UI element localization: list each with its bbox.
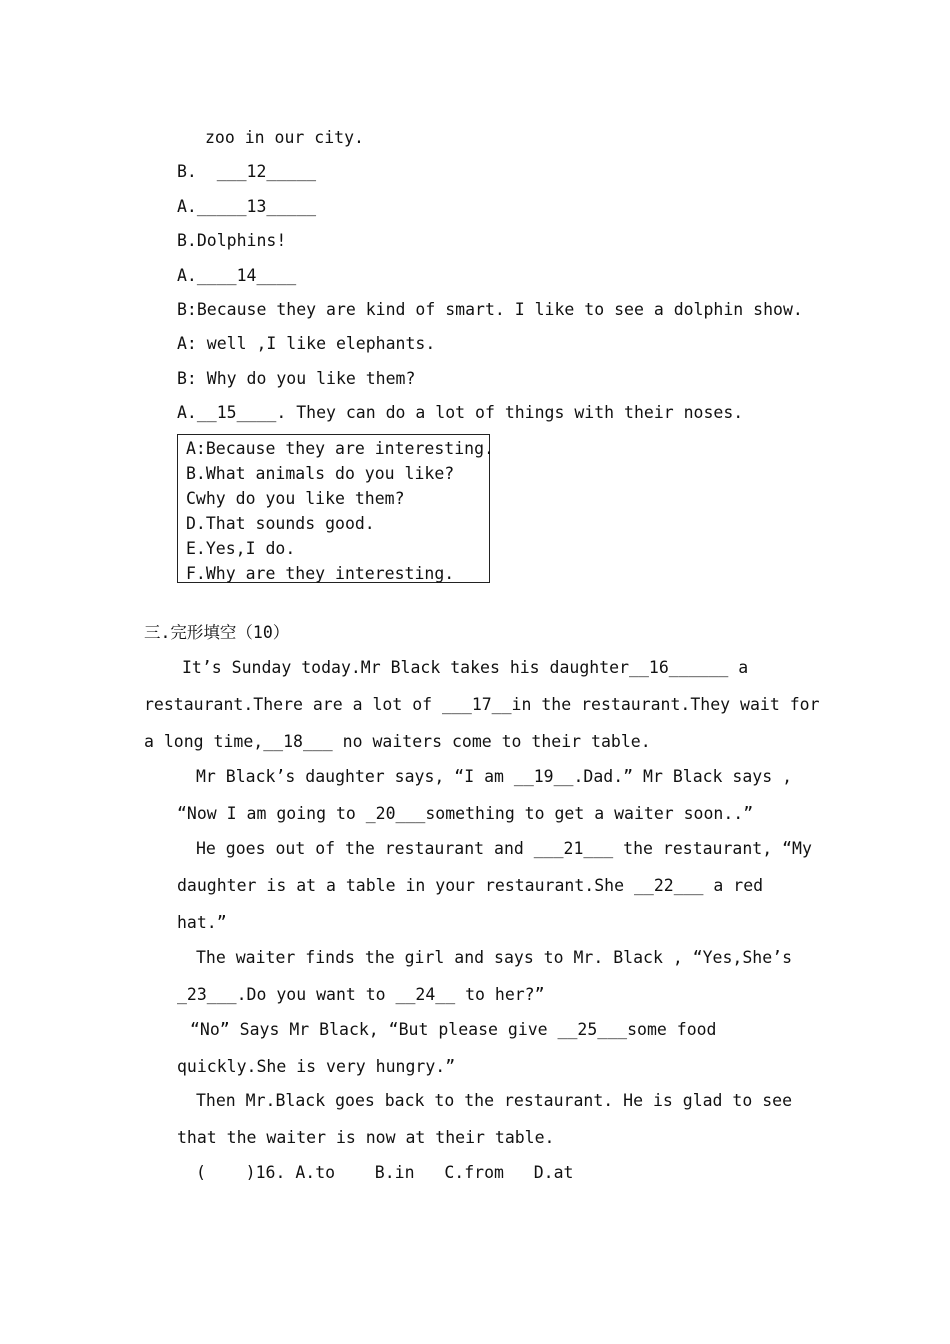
- paragraph-5-line-1: “No” Says Mr Black, “But please give __25___some food: [190, 1020, 717, 1039]
- answer-options-box: [177, 434, 494, 583]
- paragraph-3-line-2: daughter is at a table in your restaurant.She __22___ a red: [177, 876, 764, 895]
- paragraph-1-line-3: a long time,__18___ no waiters come to their table.: [144, 732, 651, 751]
- paragraph-3-line-1: He goes out of the restaurant and ___21___ the restaurant, “My: [196, 839, 812, 858]
- paragraph-4-line-1: The waiter finds the girl and says to Mr. Black , “Yes,She’s: [196, 948, 793, 967]
- paragraph-2-line-1: Mr Black’s daughter says, “I am __19__.Dad.” Mr Black says ,: [196, 767, 793, 786]
- paragraph-1-line-1: It’s Sunday today.Mr Black takes his daughter__16______ a: [182, 658, 749, 677]
- option-d: D.That sounds good.: [186, 514, 375, 533]
- dialogue-line-9: A.__15____. They can do a lot of things with their noses.: [177, 403, 744, 422]
- paragraph-6-line-1: Then Mr.Black goes back to the restaurant. He is glad to see: [196, 1091, 793, 1110]
- option-a: A:Because they are interesting.: [186, 439, 494, 458]
- dialogue-line-7: A: well ,I like elephants.: [177, 334, 436, 353]
- paragraph-4-line-2: _23___.Do you want to __24__ to her?”: [177, 985, 545, 1004]
- dialogue-line-8: B: Why do you like them?: [177, 369, 416, 388]
- dialogue-line-4: B.Dolphins!: [177, 231, 287, 250]
- paragraph-6-line-2: that the waiter is now at their table.: [177, 1128, 555, 1147]
- paragraph-5-line-2: quickly.She is very hungry.”: [177, 1057, 456, 1076]
- paragraph-2-line-2: “Now I am going to _20___something to get a waiter soon..”: [177, 804, 754, 823]
- dialogue-line-6: B:Because they are kind of smart. I like to see a dolphin show.: [177, 300, 803, 319]
- dialogue-line-2: B. ___12_____: [177, 162, 317, 181]
- paragraph-1-line-2: restaurant.There are a lot of ___17__in the restaurant.They wait for: [144, 695, 820, 714]
- paragraph-3-line-3: hat.”: [177, 913, 227, 932]
- option-f: F.Why are they interesting.: [186, 564, 455, 583]
- option-c: Cwhy do you like them?: [186, 489, 405, 508]
- dialogue-line-5: A.____14____: [177, 266, 297, 285]
- section-heading: 三.完形填空（10）: [144, 623, 290, 642]
- option-b: B.What animals do you like?: [186, 464, 455, 483]
- question-16: ( )16. A.to B.in C.from D.at: [196, 1163, 574, 1182]
- option-e: E.Yes,I do.: [186, 539, 296, 558]
- dialogue-line-1: zoo in our city.: [205, 128, 364, 147]
- dialogue-line-3: A._____13_____: [177, 197, 317, 216]
